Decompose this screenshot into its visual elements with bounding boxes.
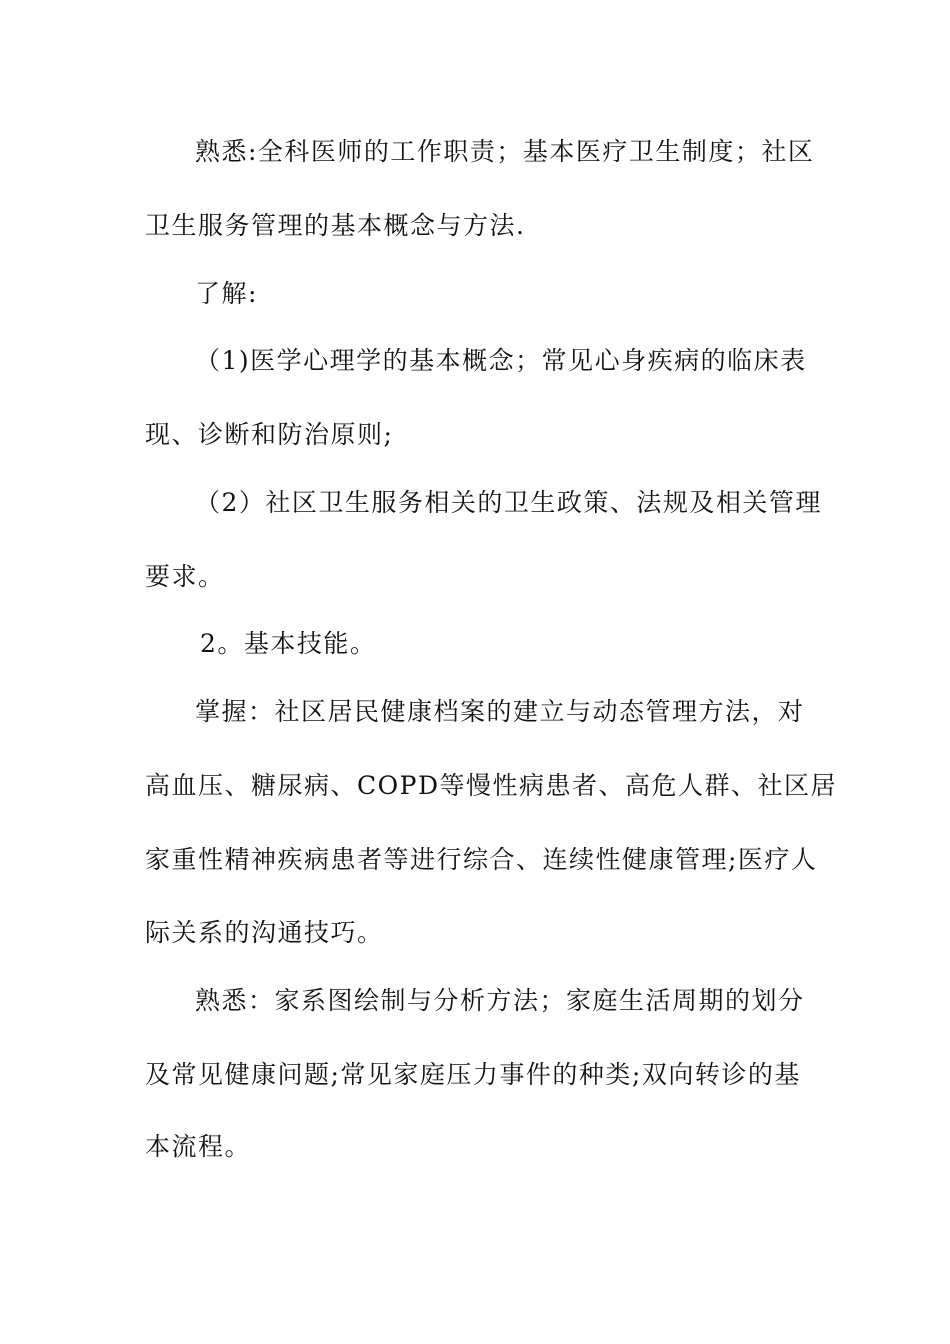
heading-understand: 了解:	[195, 279, 258, 308]
paragraph-master-line-4: 际关系的沟通技巧。	[145, 918, 384, 947]
paragraph-familiar-2-line-1: 熟悉：家系图绘制与分析方法；家庭生活周期的划分	[195, 986, 805, 1015]
section-heading-basic-skills: 2。基本技能。	[200, 629, 377, 658]
paragraph-familiar-1-line-2: 卫生服务管理的基本概念与方法.	[145, 211, 526, 240]
paragraph-master-line-1: 掌握：社区居民健康档案的建立与动态管理方法，对	[195, 697, 805, 726]
item-1-line-1: （1)医学心理学的基本概念；常见心身疾病的临床表	[195, 346, 807, 375]
item-2-line-1: （2）社区卫生服务相关的卫生政策、法规及相关管理	[195, 488, 822, 517]
paragraph-familiar-2-line-3: 本流程。	[145, 1132, 252, 1161]
paragraph-master-line-3: 家重性精神疾病患者等进行综合、连续性健康管理;医疗人	[145, 845, 818, 874]
item-1-line-2: 现、诊断和防治原则;	[145, 420, 394, 449]
paragraph-master-line-2: 高血压、糖尿病、COPD等慢性病患者、高危人群、社区居	[145, 771, 837, 800]
item-2-line-2: 要求。	[145, 562, 225, 591]
paragraph-familiar-1-line-1: 熟悉:全科医师的工作职责；基本医疗卫生制度；社区	[195, 137, 815, 166]
paragraph-familiar-2-line-2: 及常见健康问题;常见家庭压力事件的种类;双向转诊的基	[145, 1060, 801, 1089]
